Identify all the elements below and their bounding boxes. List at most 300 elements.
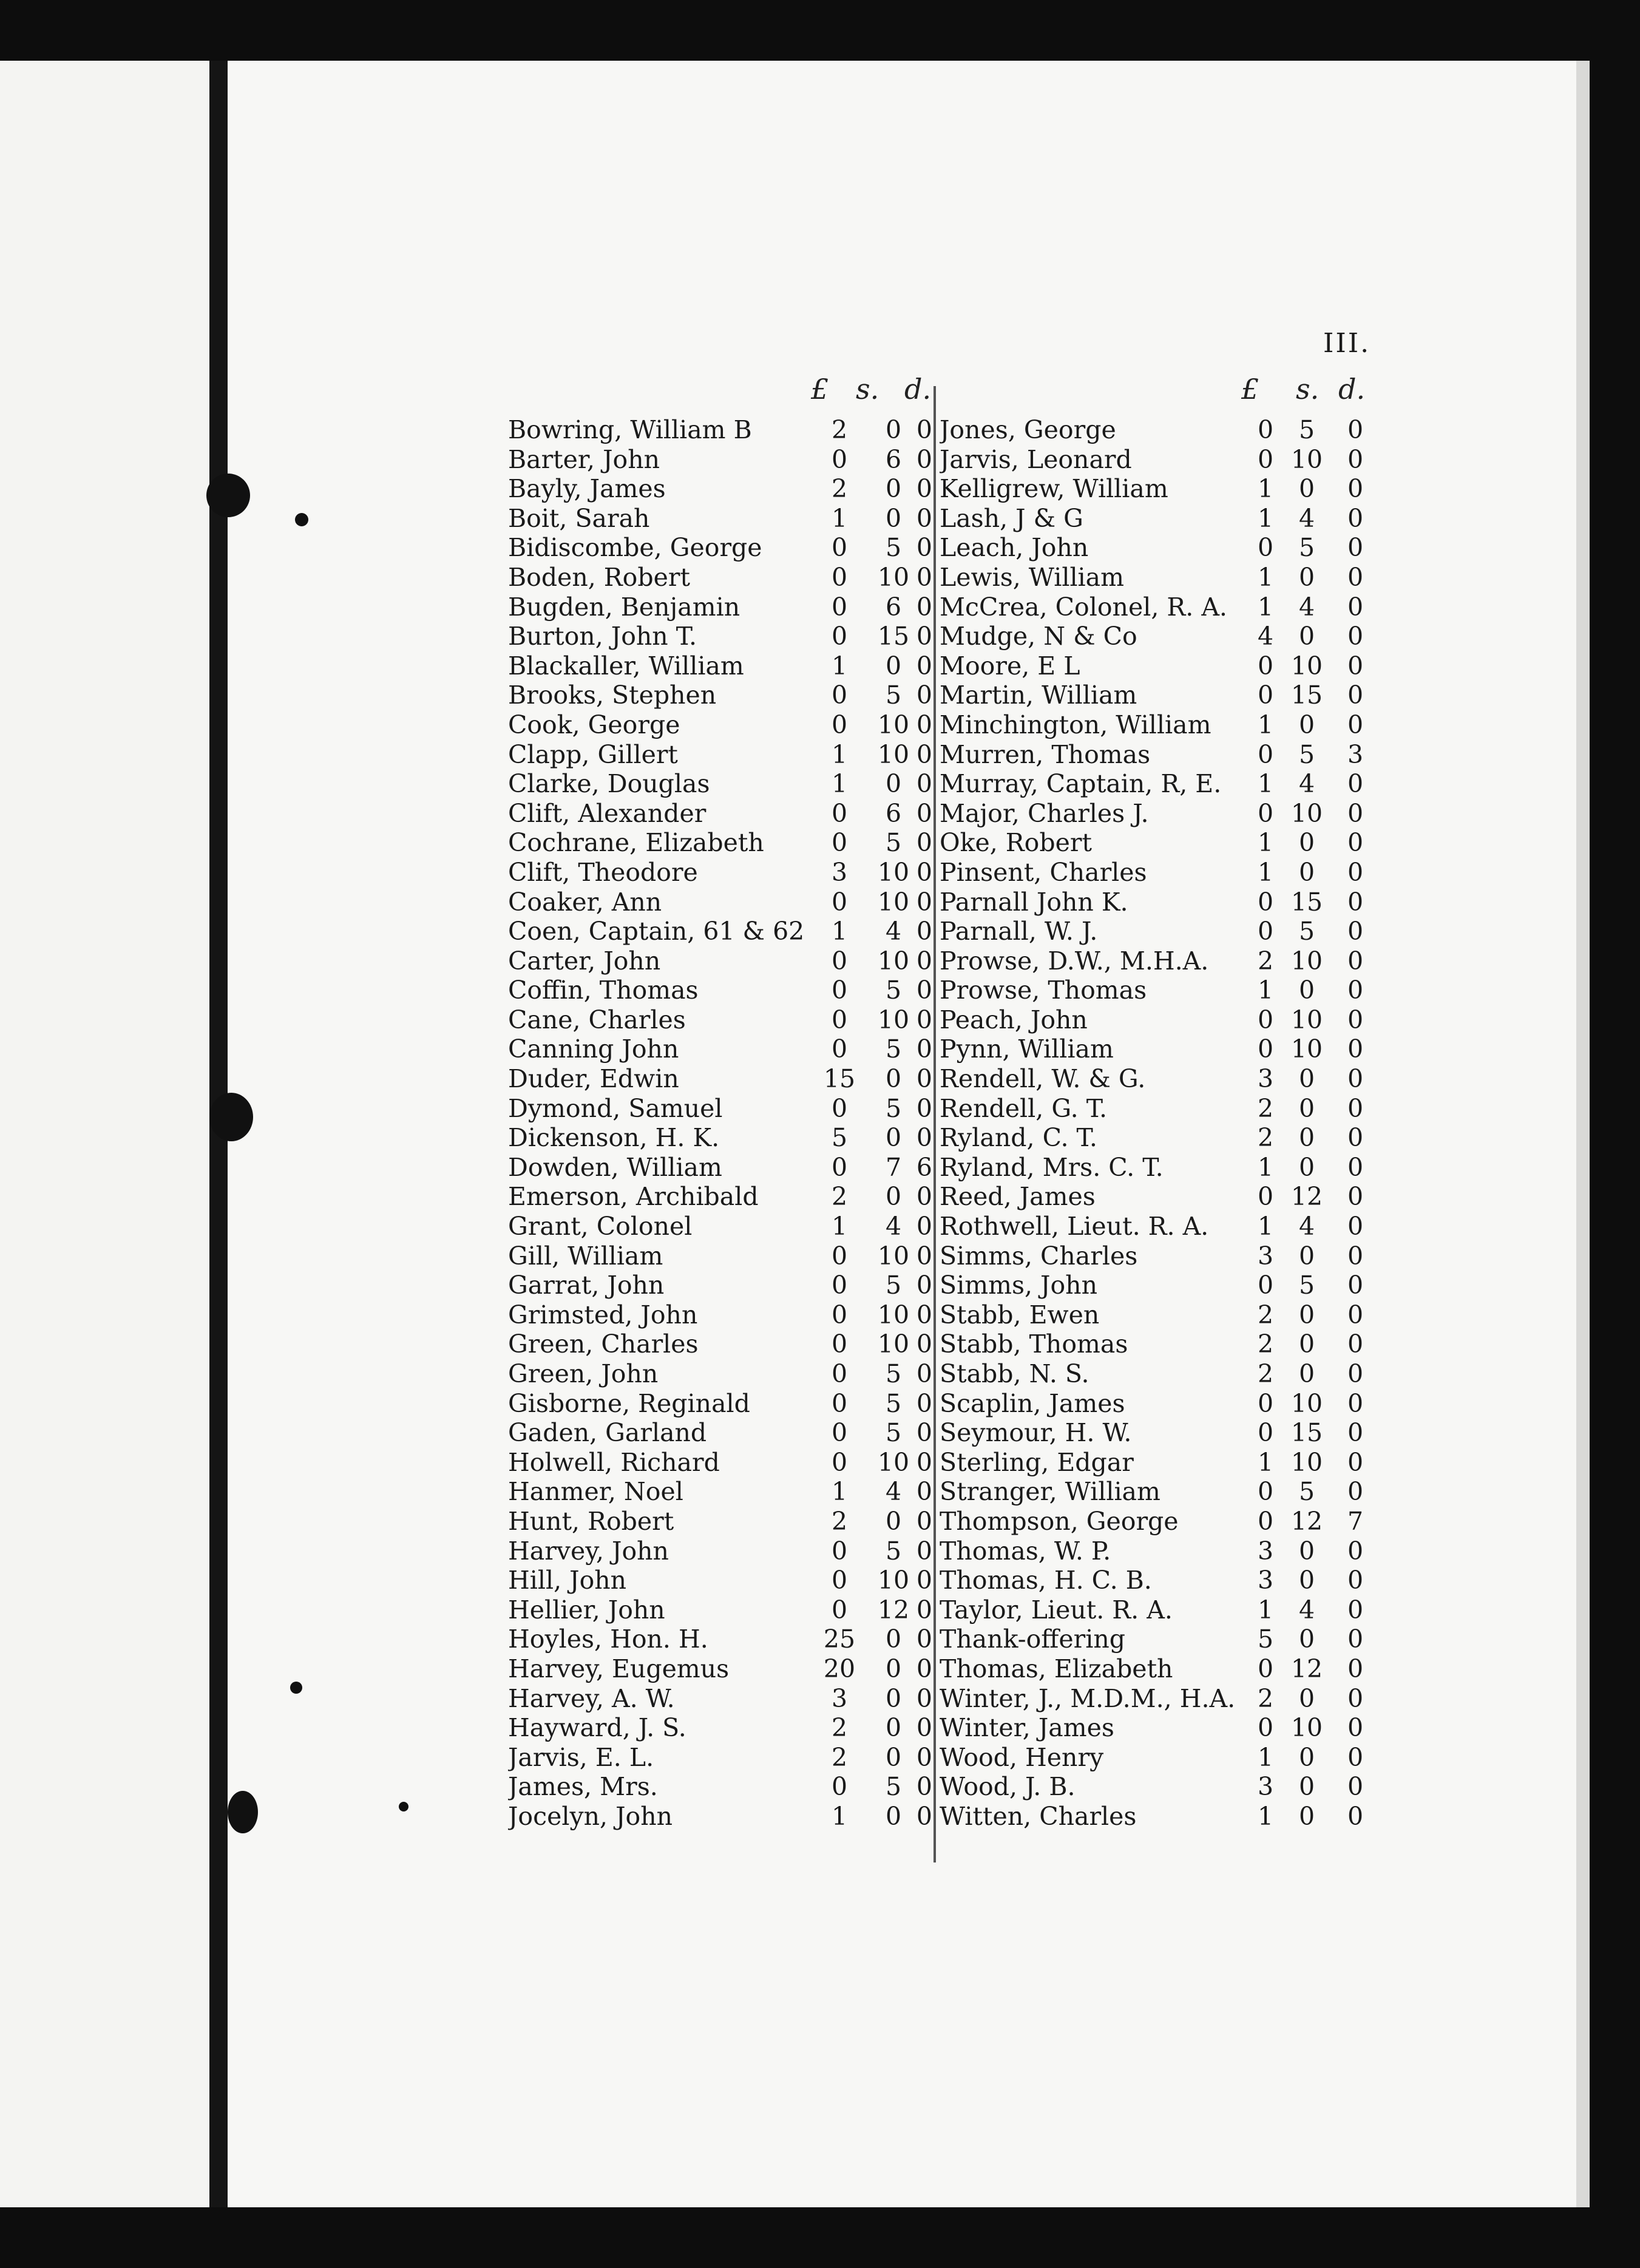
right-pence: 0	[1347, 828, 1364, 858]
left-pounds: 0	[831, 1359, 848, 1388]
right-pounds: 2	[1257, 1300, 1274, 1329]
right-name: Taylor, Lieut. R. A.	[940, 1595, 1173, 1625]
right-name: McCrea, Colonel, R. A.	[940, 592, 1227, 622]
left-pounds: 0	[831, 592, 848, 622]
right-pounds: 0	[1257, 444, 1274, 474]
right-pounds: 2	[1257, 1093, 1274, 1123]
right-name: Rothwell, Lieut. R. A.	[940, 1212, 1209, 1241]
right-shillings: 0	[1298, 1064, 1315, 1094]
left-name: Coaker, Ann	[508, 887, 662, 917]
left-shillings: 0	[885, 1801, 902, 1831]
right-pence: 0	[1347, 474, 1364, 504]
right-shillings: 0	[1298, 828, 1315, 858]
right-name: Stabb, Ewen	[940, 1300, 1100, 1329]
right-name: Rendell, G. T.	[940, 1093, 1108, 1123]
right-shillings: 0	[1298, 1152, 1315, 1182]
right-pence: 0	[1347, 503, 1364, 533]
right-pence: 0	[1347, 887, 1364, 917]
right-shillings: 4	[1298, 592, 1315, 622]
right-pence: 0	[1347, 1034, 1364, 1064]
left-pounds: 25	[823, 1625, 856, 1654]
right-pence: 0	[1347, 1064, 1364, 1094]
right-name: Thomas, W. P.	[940, 1536, 1111, 1566]
left-pounds: 0	[831, 1388, 848, 1418]
left-pounds: 0	[831, 1418, 848, 1448]
left-name: Blackaller, William	[508, 651, 744, 681]
right-pence: 0	[1347, 1447, 1364, 1477]
right-shillings: 10	[1290, 798, 1323, 828]
right-shillings: 0	[1298, 1772, 1315, 1802]
left-pence: 0	[916, 1506, 932, 1536]
left-shillings: 0	[885, 1654, 902, 1683]
right-pounds: 3	[1257, 1064, 1274, 1094]
right-name: Ryland, Mrs. C. T.	[940, 1152, 1164, 1182]
right-pounds: 0	[1257, 1713, 1274, 1743]
left-pence: 0	[916, 857, 932, 887]
left-pounds: 1	[831, 739, 848, 769]
right-name: Mudge, N & Co	[940, 622, 1137, 651]
left-pounds: 0	[831, 828, 848, 858]
left-name: Bayly, James	[508, 474, 666, 504]
right-pence: 0	[1347, 533, 1364, 563]
right-name: Prowse, Thomas	[940, 976, 1147, 1005]
left-pounds: 0	[831, 946, 848, 976]
left-pence: 0	[916, 592, 932, 622]
right-pounds: 1	[1257, 1595, 1274, 1625]
left-name: Holwell, Richard	[508, 1447, 720, 1477]
left-shillings: 10	[877, 1566, 910, 1595]
left-shillings: 10	[877, 1447, 910, 1477]
right-pence: 0	[1347, 1005, 1364, 1034]
left-pounds: 2	[831, 474, 848, 504]
right-pounds: 0	[1257, 1418, 1274, 1448]
left-name: Cane, Charles	[508, 1005, 686, 1034]
right-name: Pynn, William	[940, 1034, 1114, 1064]
left-shillings: 5	[885, 828, 902, 858]
right-shillings: 10	[1290, 651, 1323, 681]
right-name: Parnall John K.	[940, 887, 1128, 917]
left-pounds: 0	[831, 1300, 848, 1329]
right-name: Rendell, W. & G.	[940, 1064, 1146, 1094]
facing-page-edge	[0, 61, 209, 2207]
right-name: Wood, Henry	[940, 1742, 1104, 1772]
left-name: Hill, John	[508, 1566, 627, 1595]
left-shillings: 0	[885, 1182, 902, 1212]
right-pence: 3	[1347, 739, 1364, 769]
left-name: Gisborne, Reginald	[508, 1388, 750, 1418]
left-pence: 0	[916, 1212, 932, 1241]
left-pence: 0	[916, 1536, 932, 1566]
right-pounds: 1	[1257, 1152, 1274, 1182]
left-name: Clapp, Gillert	[508, 739, 678, 769]
right-pounds: 5	[1257, 1625, 1274, 1654]
left-name: Emerson, Archibald	[508, 1182, 759, 1212]
right-name: Minchington, William	[940, 710, 1211, 739]
right-shillings: 0	[1298, 1625, 1315, 1654]
left-name: Cochrane, Elizabeth	[508, 828, 764, 858]
right-pence: 0	[1347, 769, 1364, 799]
left-shillings: 0	[885, 1123, 902, 1153]
right-name: Stranger, William	[940, 1477, 1161, 1507]
right-name: Leach, John	[940, 533, 1089, 563]
right-pounds: 0	[1257, 1477, 1274, 1507]
left-pounds: 15	[823, 1064, 856, 1094]
right-name: Thompson, George	[940, 1506, 1179, 1536]
left-pounds: 2	[831, 1506, 848, 1536]
binding-hole-mark	[209, 1093, 253, 1141]
right-name: Prowse, D.W., M.H.A.	[940, 946, 1209, 976]
left-shillings: 0	[885, 1625, 902, 1654]
right-shillings: 0	[1298, 1801, 1315, 1831]
left-pounds: 0	[831, 1271, 848, 1300]
left-pence: 0	[916, 474, 932, 504]
right-pounds: 1	[1257, 769, 1274, 799]
left-pounds: 3	[831, 1683, 848, 1713]
right-pence: 7	[1347, 1506, 1364, 1536]
left-pence: 0	[916, 1418, 932, 1448]
right-name: Thank-offering	[940, 1625, 1126, 1654]
right-name: Moore, E L	[940, 651, 1080, 681]
left-name: Duder, Edwin	[508, 1064, 679, 1094]
left-pounds: 1	[831, 1477, 848, 1507]
right-pence: 0	[1347, 798, 1364, 828]
right-name: Scaplin, James	[940, 1388, 1125, 1418]
right-name: Lash, J & G	[940, 503, 1083, 533]
left-pounds: 0	[831, 1241, 848, 1271]
right-shillings: 0	[1298, 710, 1315, 739]
left-pence: 0	[916, 562, 932, 592]
right-pounds: 0	[1257, 1506, 1274, 1536]
header-pound-left: £	[811, 373, 829, 406]
left-pounds: 1	[831, 651, 848, 681]
right-shillings: 0	[1298, 1300, 1315, 1329]
left-pounds: 20	[823, 1654, 856, 1683]
left-name: Clift, Alexander	[508, 798, 706, 828]
header-shilling-left: s.	[856, 373, 879, 406]
left-name: Clift, Theodore	[508, 857, 698, 887]
right-pence: 0	[1347, 976, 1364, 1005]
right-pence: 0	[1347, 1477, 1364, 1507]
left-pounds: 0	[831, 1772, 848, 1802]
right-name: Stabb, Thomas	[940, 1329, 1128, 1359]
left-shillings: 5	[885, 533, 902, 563]
left-name: Grant, Colonel	[508, 1212, 693, 1241]
left-pounds: 0	[831, 1093, 848, 1123]
left-shillings: 6	[885, 798, 902, 828]
right-shillings: 12	[1290, 1654, 1323, 1683]
right-name: Peach, John	[940, 1005, 1088, 1034]
right-pounds: 1	[1257, 976, 1274, 1005]
right-name: Major, Charles J.	[940, 798, 1149, 828]
left-pence: 0	[916, 1772, 932, 1802]
right-pounds: 0	[1257, 1271, 1274, 1300]
binding-hole-mark	[206, 474, 250, 517]
right-name: Martin, William	[940, 681, 1137, 710]
left-shillings: 0	[885, 769, 902, 799]
right-shillings: 15	[1290, 1418, 1323, 1448]
left-shillings: 0	[885, 1064, 902, 1094]
right-pence: 0	[1347, 1742, 1364, 1772]
left-pence: 0	[916, 503, 932, 533]
right-pence: 0	[1347, 592, 1364, 622]
left-pence: 0	[916, 1329, 932, 1359]
right-shillings: 10	[1290, 1388, 1323, 1418]
left-shillings: 5	[885, 1536, 902, 1566]
left-shillings: 10	[877, 1241, 910, 1271]
left-pounds: 1	[831, 503, 848, 533]
right-pence: 0	[1347, 857, 1364, 887]
right-pence: 0	[1347, 1536, 1364, 1566]
binding-hole-mark	[228, 1791, 258, 1833]
right-pounds: 1	[1257, 592, 1274, 622]
left-name: Coen, Captain, 61 & 62	[508, 917, 805, 946]
left-pounds: 2	[831, 1182, 848, 1212]
right-pence: 0	[1347, 1595, 1364, 1625]
left-name: Garrat, John	[508, 1271, 665, 1300]
left-shillings: 12	[877, 1595, 910, 1625]
left-pence: 0	[916, 1123, 932, 1153]
left-shillings: 4	[885, 1212, 902, 1241]
left-pounds: 0	[831, 533, 848, 563]
left-pounds: 1	[831, 769, 848, 799]
left-pence: 0	[916, 1182, 932, 1212]
right-pounds: 0	[1257, 1388, 1274, 1418]
right-pounds: 2	[1257, 946, 1274, 976]
left-pence: 0	[916, 946, 932, 976]
right-pence: 0	[1347, 415, 1364, 444]
header-pound-right: £	[1241, 373, 1259, 406]
header-pence-right: d.	[1338, 373, 1366, 406]
right-shillings: 0	[1298, 562, 1315, 592]
right-name: Kelligrew, William	[940, 474, 1168, 504]
left-name: Cook, George	[508, 710, 680, 739]
right-shillings: 10	[1290, 1034, 1323, 1064]
right-pence: 0	[1347, 1625, 1364, 1654]
right-pence: 0	[1347, 1418, 1364, 1448]
right-name: Parnall, W. J.	[940, 917, 1098, 946]
right-shillings: 0	[1298, 622, 1315, 651]
right-pounds: 3	[1257, 1241, 1274, 1271]
right-name: Murren, Thomas	[940, 739, 1151, 769]
right-pence: 0	[1347, 710, 1364, 739]
right-pounds: 0	[1257, 651, 1274, 681]
left-pence: 0	[916, 1388, 932, 1418]
left-shillings: 10	[877, 1329, 910, 1359]
left-pence: 0	[916, 1742, 932, 1772]
left-pounds: 0	[831, 1536, 848, 1566]
right-shillings: 10	[1290, 1005, 1323, 1034]
left-shillings: 7	[885, 1152, 902, 1182]
column-divider	[934, 386, 936, 1862]
left-shillings: 4	[885, 1477, 902, 1507]
left-pounds: 0	[831, 976, 848, 1005]
right-shillings: 5	[1298, 1477, 1315, 1507]
left-name: Dickenson, H. K.	[508, 1123, 720, 1153]
left-pounds: 2	[831, 1713, 848, 1743]
left-pence: 0	[916, 710, 932, 739]
right-shillings: 15	[1290, 681, 1323, 710]
left-pence: 0	[916, 976, 932, 1005]
left-pence: 0	[916, 1477, 932, 1507]
left-pence: 0	[916, 681, 932, 710]
left-shillings: 10	[877, 1300, 910, 1329]
left-pence: 0	[916, 917, 932, 946]
left-name: Green, John	[508, 1359, 659, 1388]
right-shillings: 4	[1298, 1212, 1315, 1241]
right-shillings: 5	[1298, 415, 1315, 444]
right-pence: 0	[1347, 1566, 1364, 1595]
right-pounds: 3	[1257, 1772, 1274, 1802]
left-shillings: 10	[877, 710, 910, 739]
left-name: Bowring, William B	[508, 415, 752, 444]
left-name: James, Mrs.	[508, 1772, 658, 1802]
left-pence: 0	[916, 1801, 932, 1831]
left-name: Gill, William	[508, 1241, 663, 1271]
right-pounds: 2	[1257, 1123, 1274, 1153]
left-pounds: 0	[831, 622, 848, 651]
left-pounds: 3	[831, 857, 848, 887]
left-pounds: 0	[831, 1152, 848, 1182]
left-pounds: 0	[831, 1447, 848, 1477]
right-shillings: 5	[1298, 917, 1315, 946]
right-name: Pinsent, Charles	[940, 857, 1147, 887]
left-shillings: 6	[885, 592, 902, 622]
left-pounds: 1	[831, 917, 848, 946]
left-name: Hoyles, Hon. H.	[508, 1625, 708, 1654]
right-pence: 0	[1347, 1683, 1364, 1713]
right-shillings: 0	[1298, 1742, 1315, 1772]
left-name: Hunt, Robert	[508, 1506, 674, 1536]
right-pence: 0	[1347, 1801, 1364, 1831]
left-shillings: 0	[885, 503, 902, 533]
left-shillings: 0	[885, 1713, 902, 1743]
left-pence: 0	[916, 1271, 932, 1300]
left-pence: 0	[916, 1034, 932, 1064]
left-shillings: 5	[885, 1418, 902, 1448]
right-pence: 0	[1347, 1212, 1364, 1241]
right-name: Witten, Charles	[940, 1801, 1137, 1831]
left-name: Boden, Robert	[508, 562, 690, 592]
right-shillings: 0	[1298, 1329, 1315, 1359]
left-pence: 0	[916, 1595, 932, 1625]
right-pounds: 0	[1257, 533, 1274, 563]
right-shillings: 0	[1298, 1566, 1315, 1595]
right-pounds: 4	[1257, 622, 1274, 651]
right-pounds: 0	[1257, 887, 1274, 917]
ink-spot-mark	[295, 513, 308, 526]
left-pence: 0	[916, 1093, 932, 1123]
right-name: Seymour, H. W.	[940, 1418, 1132, 1448]
right-pence: 0	[1347, 917, 1364, 946]
left-shillings: 0	[885, 415, 902, 444]
right-name: Oke, Robert	[940, 828, 1092, 858]
right-shillings: 0	[1298, 1093, 1315, 1123]
left-name: Carter, John	[508, 946, 661, 976]
right-shillings: 10	[1290, 1447, 1323, 1477]
right-shillings: 10	[1290, 444, 1323, 474]
ink-spot-mark	[399, 1802, 408, 1811]
right-pence: 0	[1347, 1152, 1364, 1182]
right-name: Thomas, Elizabeth	[940, 1654, 1173, 1683]
left-pounds: 1	[831, 1212, 848, 1241]
left-name: Bugden, Benjamin	[508, 592, 740, 622]
left-shillings: 5	[885, 1772, 902, 1802]
right-pounds: 1	[1257, 1742, 1274, 1772]
left-pence: 0	[916, 622, 932, 651]
right-shillings: 5	[1298, 533, 1315, 563]
right-pence: 0	[1347, 1300, 1364, 1329]
right-shillings: 5	[1298, 739, 1315, 769]
right-pence: 0	[1347, 1182, 1364, 1212]
left-name: Harvey, A. W.	[508, 1683, 675, 1713]
right-shillings: 0	[1298, 1536, 1315, 1566]
left-pounds: 0	[831, 562, 848, 592]
right-shillings: 10	[1290, 946, 1323, 976]
left-pence: 0	[916, 828, 932, 858]
left-pence: 0	[916, 1005, 932, 1034]
right-pounds: 2	[1257, 1329, 1274, 1359]
right-pounds: 3	[1257, 1536, 1274, 1566]
left-pence: 0	[916, 651, 932, 681]
right-pounds: 0	[1257, 1034, 1274, 1064]
right-pounds: 1	[1257, 1801, 1274, 1831]
left-pence: 0	[916, 1683, 932, 1713]
left-pence: 0	[916, 1566, 932, 1595]
left-pounds: 0	[831, 1566, 848, 1595]
right-pence: 0	[1347, 622, 1364, 651]
left-pence: 6	[916, 1152, 932, 1182]
right-pounds: 0	[1257, 917, 1274, 946]
left-pence: 0	[916, 1625, 932, 1654]
right-shillings: 5	[1298, 1271, 1315, 1300]
right-pounds: 3	[1257, 1566, 1274, 1595]
right-shillings: 12	[1290, 1182, 1323, 1212]
left-name: Harvey, John	[508, 1536, 669, 1566]
left-name: Clarke, Douglas	[508, 769, 710, 799]
left-name: Gaden, Garland	[508, 1418, 707, 1448]
right-pounds: 1	[1257, 562, 1274, 592]
left-pence: 0	[916, 444, 932, 474]
left-pence: 0	[916, 798, 932, 828]
right-pounds: 1	[1257, 474, 1274, 504]
left-name: Grimsted, John	[508, 1300, 698, 1329]
right-pounds: 1	[1257, 710, 1274, 739]
left-pounds: 2	[831, 1742, 848, 1772]
right-pence: 0	[1347, 681, 1364, 710]
header-shilling-right: s.	[1296, 373, 1320, 406]
right-pence: 0	[1347, 1241, 1364, 1271]
right-name: Reed, James	[940, 1182, 1096, 1212]
left-name: Bidiscombe, George	[508, 533, 762, 563]
right-pounds: 2	[1257, 1359, 1274, 1388]
left-name: Hayward, J. S.	[508, 1713, 686, 1743]
right-name: Wood, J. B.	[940, 1772, 1076, 1802]
left-shillings: 5	[885, 1388, 902, 1418]
left-pounds: 2	[831, 415, 848, 444]
left-shillings: 10	[877, 1005, 910, 1034]
right-pence: 0	[1347, 946, 1364, 976]
left-shillings: 5	[885, 976, 902, 1005]
left-shillings: 10	[877, 739, 910, 769]
right-pounds: 0	[1257, 681, 1274, 710]
right-pounds: 1	[1257, 857, 1274, 887]
right-shillings: 0	[1298, 1241, 1315, 1271]
right-pounds: 0	[1257, 1182, 1274, 1212]
left-name: Hellier, John	[508, 1595, 665, 1625]
left-name: Hanmer, Noel	[508, 1477, 683, 1507]
right-shillings: 4	[1298, 769, 1315, 799]
right-pence: 0	[1347, 1123, 1364, 1153]
